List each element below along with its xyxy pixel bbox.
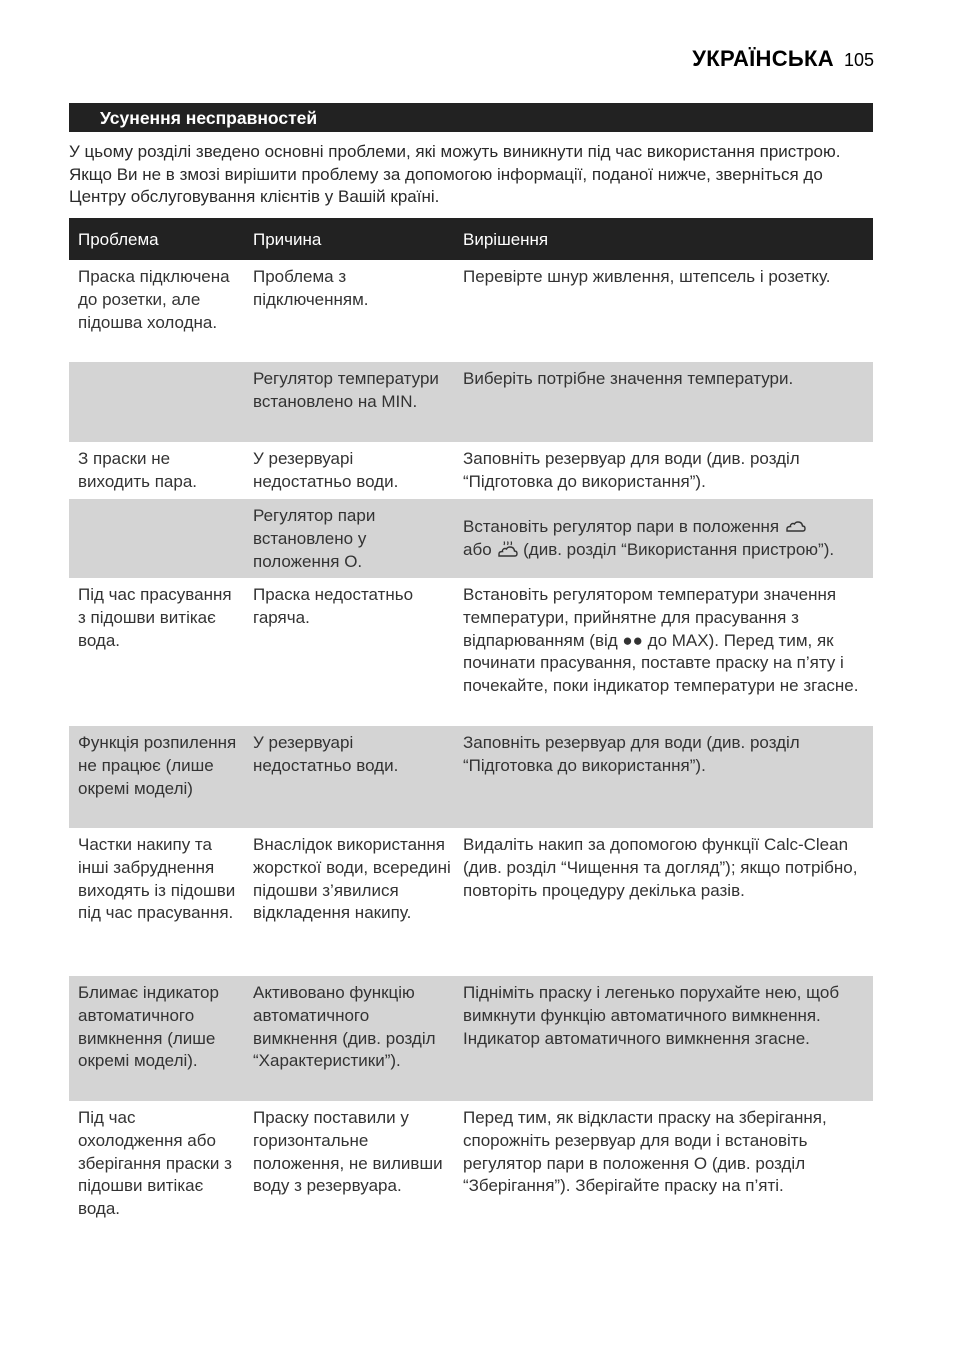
column-header-solution: Вирішення xyxy=(463,229,549,249)
solution-text-part: Встановіть регулятор пари в положення xyxy=(463,517,780,536)
solution-cell: Виберіть потрібне значення температури. xyxy=(463,369,794,388)
solution-cell: Заповніть резервуар для води (див. розділ “Підготовка до використання”). xyxy=(463,449,800,491)
solution-cell: Встановіть регулятором температури значення температури, прийнятне для прасування з відпарюванням (від ●● до MAX). Перед тим, як починати прасування, поставте праску на п’яту і почекайте, поки індикатор температури не згасне. xyxy=(463,585,859,696)
table-header xyxy=(69,218,873,260)
table-row xyxy=(69,726,873,828)
solution-cell: Заповніть резервуар для води (див. розділ “Підготовка до використання”). xyxy=(463,733,800,775)
cause-cell: Праска недостатньо гаряча. xyxy=(253,585,414,627)
page-header xyxy=(692,46,874,72)
table-row xyxy=(69,976,873,1101)
cause-cell: Внаслідок використання жорсткої води, всередині підошви з’явилися відкладення накипу. xyxy=(253,835,451,923)
language-label: УКРАЇНСЬКА xyxy=(692,46,834,71)
solution-cell xyxy=(454,499,873,578)
steam-low-icon xyxy=(784,518,806,534)
table-row xyxy=(69,828,873,976)
section-title: Усунення несправностей xyxy=(69,103,873,132)
page-number: 105 xyxy=(843,50,874,70)
problem-cell xyxy=(69,362,244,442)
steam-high-icon xyxy=(496,541,518,557)
problem-cell: Під час прасування з підошви витікає вода. xyxy=(78,585,232,650)
problem-cell: Блимає індикатор автоматичного вимкнення (лише окремі моделі). xyxy=(78,983,219,1071)
table-row xyxy=(69,362,873,442)
table-row xyxy=(69,1101,873,1226)
problem-cell: З праски не виходить пара. xyxy=(78,449,197,491)
problem-cell: Праска підключена до розетки, але підошва холодна. xyxy=(78,267,230,332)
column-header-cause: Причина xyxy=(253,229,322,249)
solution-text-part: або xyxy=(463,539,492,559)
solution-cell: Перед тим, як відкласти праску на зберігання, спорожніть резервуар для води і встановіть регулятор пари в положення O (див. розділ “Зберігання”). Зберігайте праску на п’яті. xyxy=(463,1108,827,1196)
cause-cell: Проблема з підключенням. xyxy=(253,267,369,309)
cause-cell: Праску поставили у горизонтальне положення, не виливши воду з резервуара. xyxy=(253,1108,443,1196)
problem-cell xyxy=(69,499,244,578)
solution-cell: Підніміть праску і легенько порухайте нею, щоб вимкнути функцію автоматичного вимкнення. Індикатор автоматичного вимкнення згасне. xyxy=(463,983,840,1048)
table-row xyxy=(69,499,873,578)
solution-cell: Видаліть накип за допомогою функції Calc-Clean (див. розділ “Чищення та догляд”); якщо потрібно, повторіть процедуру декілька разів. xyxy=(463,835,858,900)
cause-cell: Регулятор температури встановлено на MIN. xyxy=(253,369,439,411)
intro-paragraph: У цьому розділі зведено основні проблеми, які можуть виникнути під час використання пристрою. Якщо Ви не в змозі вирішити проблему за допомогою інформації, поданої нижче, зверніться до Центру обслуговування клієнтів у Вашій країні. xyxy=(69,142,841,206)
table-row xyxy=(69,442,873,499)
troubleshooting-table xyxy=(69,218,873,1226)
solution-text-part: (див. розділ “Використання пристрою”). xyxy=(523,539,835,559)
problem-cell: Частки накипу та інші забруднення виходять із підошви під час прасування. xyxy=(78,835,236,923)
cause-cell: У резервуарі недостатньо води. xyxy=(253,733,399,775)
cause-cell: У резервуарі недостатньо води. xyxy=(253,449,399,491)
column-header-problem: Проблема xyxy=(78,229,159,249)
problem-cell: Функція розпилення не працює (лише окремі моделі) xyxy=(78,733,237,798)
solution-cell: Перевірте шнур живлення, штепсель і розетку. xyxy=(463,267,831,286)
table-row xyxy=(69,578,873,726)
table-row xyxy=(69,260,873,362)
cause-cell: Активовано функцію автоматичного вимкнення (див. розділ “Характеристики”). xyxy=(253,983,436,1071)
problem-cell: Під час охолодження або зберігання праски з підошви витікає вода. xyxy=(78,1108,232,1219)
cause-cell: Регулятор пари встановлено у положення O. xyxy=(253,506,376,571)
